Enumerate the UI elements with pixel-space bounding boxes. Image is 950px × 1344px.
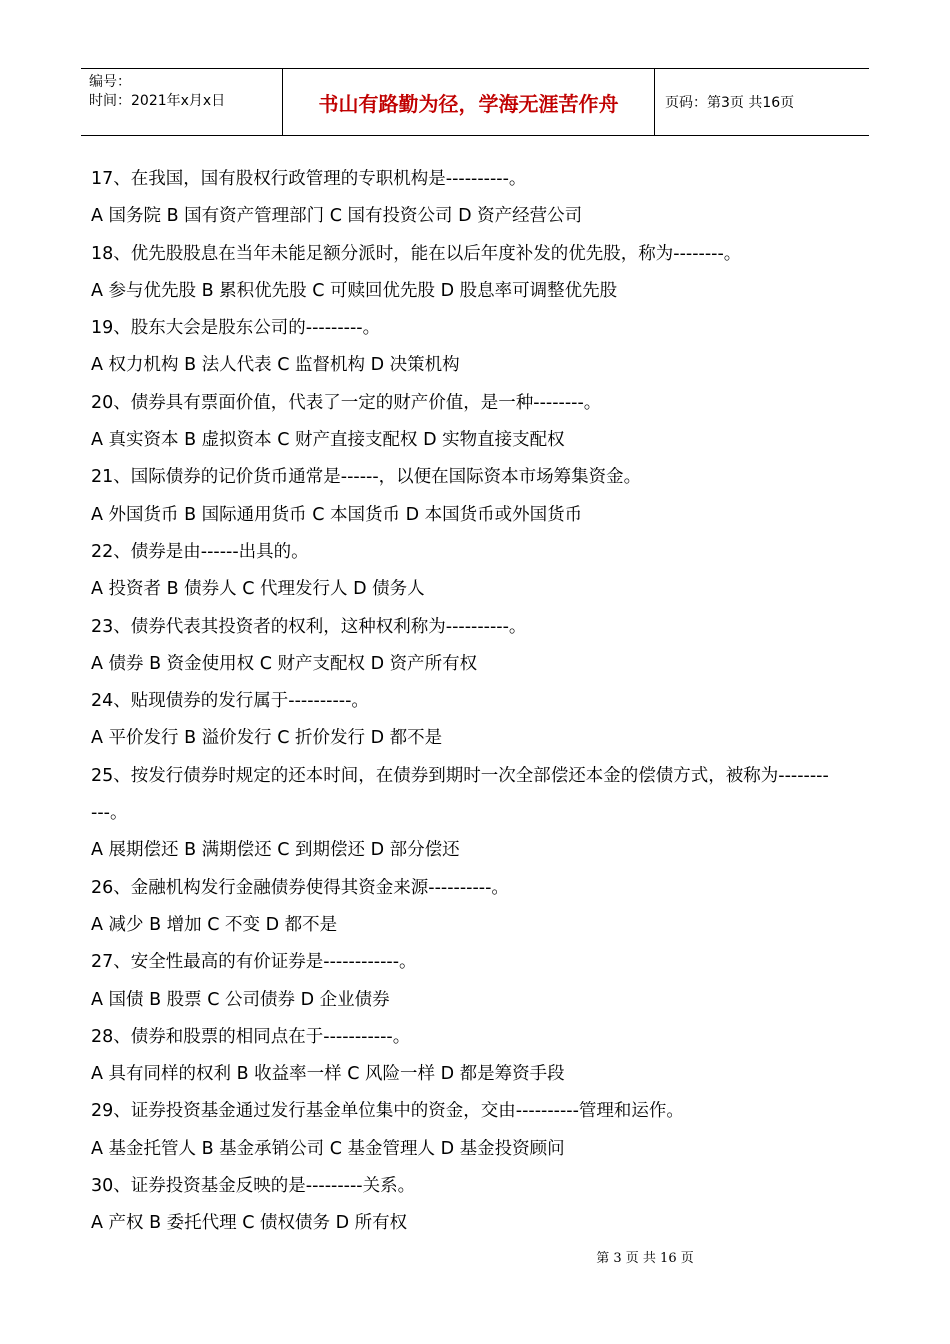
question-19: 19、股东大会是股东公司的---------。: [91, 318, 381, 339]
page-footer: 第 3 页 共 16 页: [596, 1251, 694, 1266]
question-26: 26、金融机构发行金融债券使得其资金来源----------。: [91, 877, 509, 898]
options-27: A 国债 B 股票 C 公司债券 D 企业债券: [91, 989, 390, 1010]
question-29: 29、证券投资基金通过发行基金单位集中的资金，交由----------管理和运作。: [91, 1101, 684, 1122]
options-22: A 投资者 B 债券人 C 代理发行人 D 债务人: [91, 579, 425, 600]
options-24: A 平价发行 B 溢价发行 C 折价发行 D 都不是: [91, 728, 443, 749]
options-29: A 基金托管人 B 基金承销公司 C 基金管理人 D 基金投资顾问: [91, 1138, 565, 1159]
options-20: A 真实资本 B 虚拟资本 C 财产直接支配权 D 实物直接支配权: [91, 430, 565, 451]
question-18: 18、优先股股息在当年未能足额分派时，能在以后年度补发的优先股，称为--------。: [91, 243, 742, 264]
options-30: A 产权 B 委托代理 C 债权债务 D 所有权: [91, 1213, 408, 1234]
header-meta: [81, 69, 283, 135]
question-17: 17、在我国，国有股权行政管理的专职机构是----------。: [91, 169, 527, 189]
options-17: A 国务院 B 国有资产管理部门 C 国有投资公司 D 资产经营公司: [91, 206, 583, 227]
options-19: A 权力机构 B 法人代表 C 监督机构 D 决策机构: [91, 355, 460, 376]
options-23: A 债券 B 资金使用权 C 财产支配权 D 资产所有权: [91, 653, 478, 674]
options-21: A 外国货币 B 国际通用货币 C 本国货币 D 本国货币或外国货币: [91, 504, 583, 525]
question-25: 25、按发行债券时规定的还本时间，在债券到期时一次全部偿还本金的偿债方式，被称为-----------。: [91, 765, 829, 824]
question-21: 21、国际债券的记价货币通常是------，以便在国际资本市场筹集资金。: [91, 467, 642, 488]
time-label: 时间：2021年x月x日: [89, 93, 226, 109]
question-28: 28、债券和股票的相同点在于-----------。: [91, 1026, 411, 1047]
options-25: A 展期偿还 B 满期偿还 C 到期偿还 D 部分偿还: [91, 840, 460, 861]
header-page-info: 页码：第3页 共16页: [665, 95, 795, 111]
question-20: 20、债券具有票面价值，代表了一定的财产价值，是一种--------。: [91, 392, 602, 413]
question-27: 27、安全性最高的有价证券是------------。: [91, 952, 417, 973]
question-22: 22、债券是由------出具的。: [91, 541, 309, 562]
header-motto: 书山有路勤为径，学海无涯苦作舟: [283, 69, 655, 135]
number-label: 编号：: [89, 74, 131, 90]
options-28: A 具有同样的权利 B 收益率一样 C 风险一样 D 都是筹资手段: [91, 1064, 565, 1085]
options-26: A 减少 B 增加 C 不变 D 都不是: [91, 914, 338, 935]
question-24: 24、贴现债券的发行属于----------。: [91, 691, 369, 712]
page-header: [81, 68, 869, 136]
document-body: [91, 161, 831, 1243]
question-30: 30、证券投资基金反映的是---------关系。: [91, 1176, 416, 1197]
options-18: A 参与优先股 B 累积优先股 C 可赎回优先股 D 股息率可调整优先股: [91, 280, 618, 301]
question-23: 23、债券代表其投资者的权利，这种权利称为----------。: [91, 616, 527, 637]
